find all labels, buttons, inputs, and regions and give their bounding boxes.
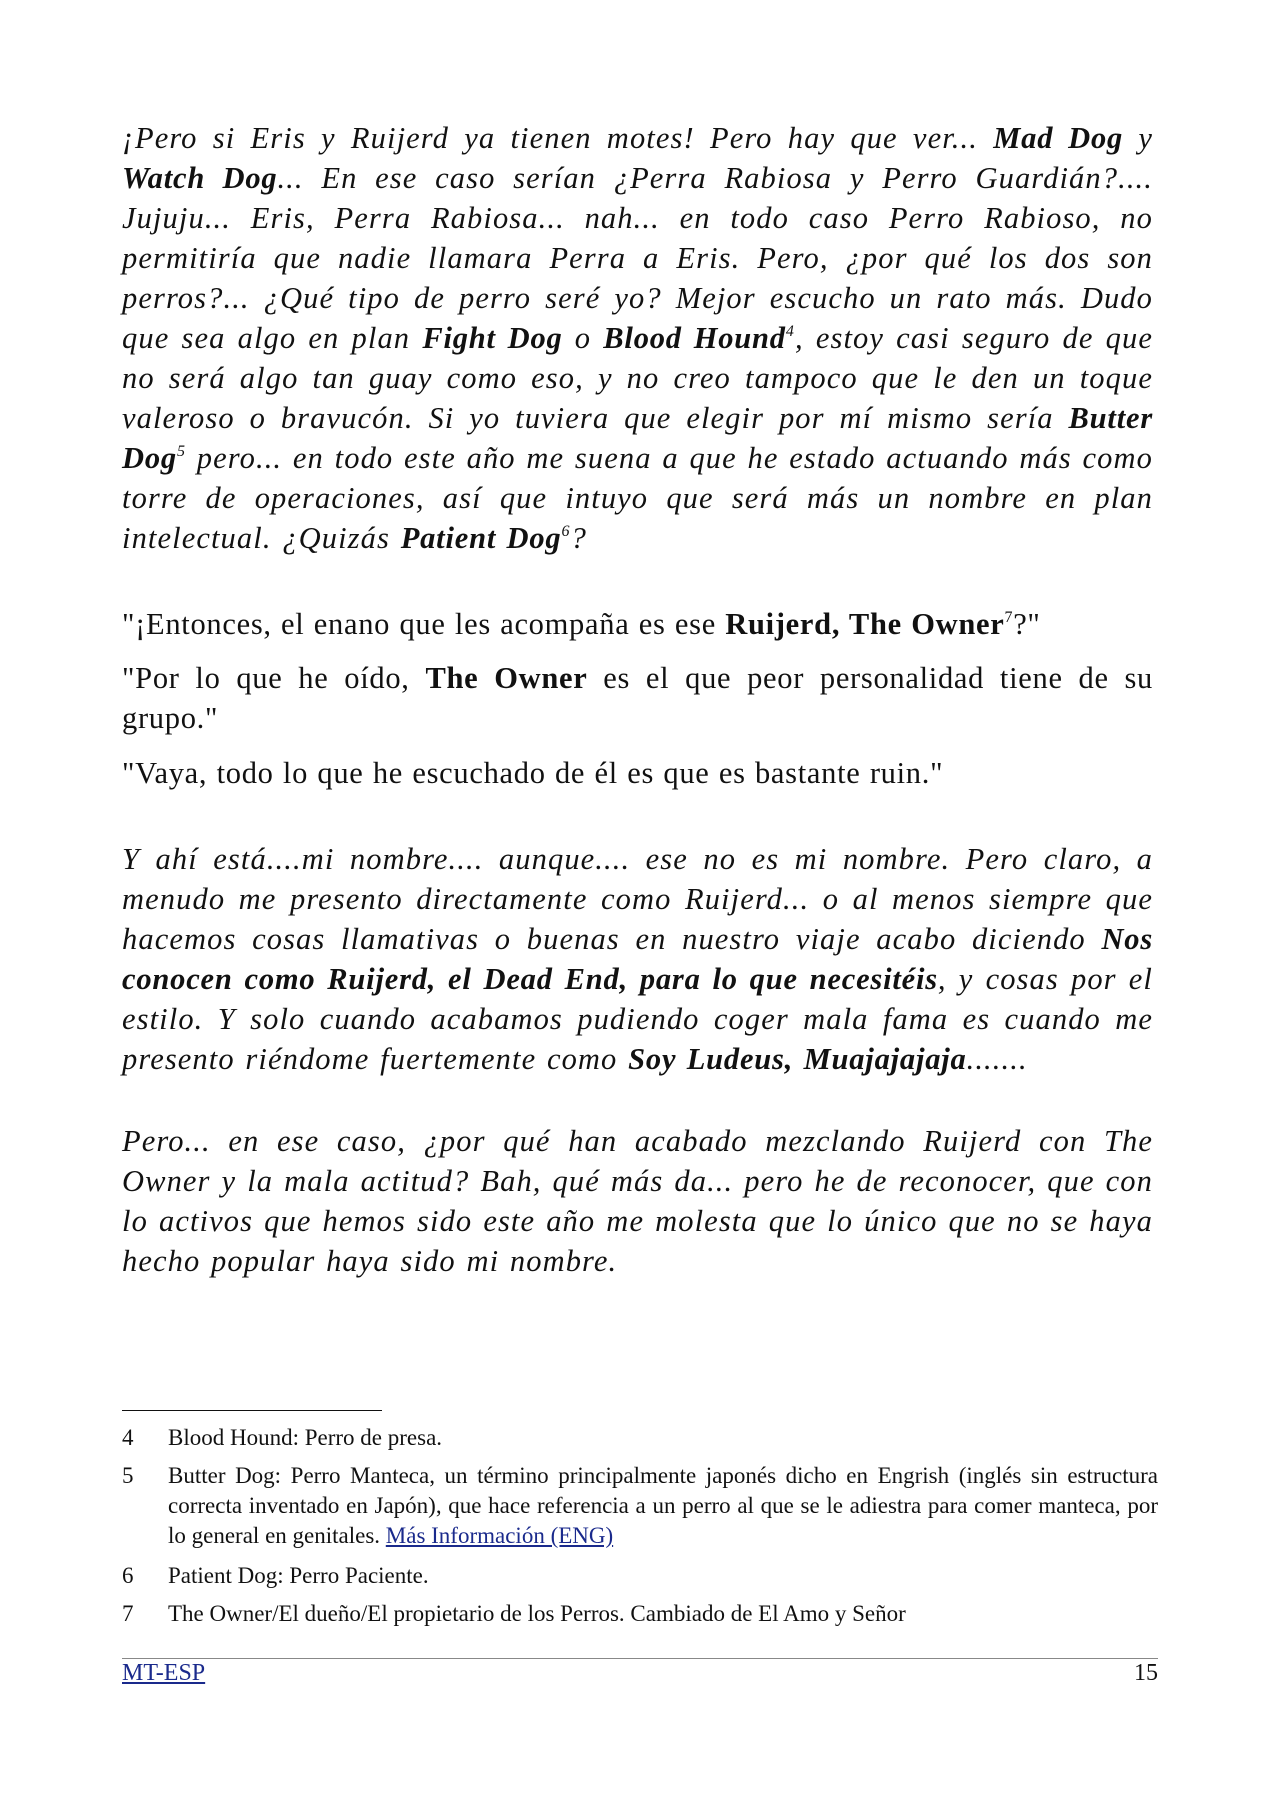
text-run: ... En ese caso serían ¿Perra Rabiosa y Perro Guardián?.... Jujuju... Eris, Perra Rabiosa... nah... en todo caso Perro Rabioso, no permitiría que nadie llamara Perra a Eris. Pero, ¿por qué los dos son perros?... ¿Qué tipo de perro seré yo? Mejor escucho un rato más. Dudo que sea algo en plan <box>122 161 1153 355</box>
footnote-number: 4 <box>122 1425 134 1450</box>
footnote-ref-5[interactable]: 5 <box>176 443 187 460</box>
text-run: "Vaya, todo lo que he escuchado de él es que es bastante ruin." <box>122 756 944 790</box>
footer-source-link[interactable]: MT-ESP <box>122 1660 206 1686</box>
footnote-text: Butter Dog: Perro Manteca, un término principalmente japonés dicho en Engrish (inglés sin estructura correcta inventado en Japón), que hace referencia a un perro al que se le adiestra para comer manteca, por lo general en genitales. <box>168 1463 1158 1548</box>
narration-paragraph-2 <box>122 839 1153 1079</box>
bold-term-blood-hound: Blood Hound <box>603 321 786 355</box>
footnote-number: 5 <box>122 1463 134 1488</box>
bold-term-watch-dog: Watch Dog <box>122 161 278 195</box>
bold-term-ruijerd-the-owner: Ruijerd, The Owner <box>725 607 1005 641</box>
text-run: Y ahí está....mi nombre.... aunque.... ese no es mi nombre. Pero claro, a menudo me presento directamente como Ruijerd... o al menos siempre que hacemos cosas llamativas o buenas en nuestro viaje acabo diciendo <box>122 842 1153 956</box>
footnote-ref-6[interactable]: 6 <box>561 523 571 540</box>
bold-term-butter-dog: Butter Dog <box>122 401 1153 475</box>
footnote-4 <box>122 1423 1158 1453</box>
dialogue-line-2 <box>122 658 1153 738</box>
footnote-text-block <box>168 1461 1158 1551</box>
text-run: y <box>1123 121 1153 155</box>
dialogue-line-1 <box>122 604 1153 644</box>
footnote-6 <box>122 1561 1158 1591</box>
bold-phrase-nos-conocen: Nos conocen como Ruijerd, el Dead End, para lo que necesitéis <box>122 922 1153 996</box>
more-info-link[interactable]: Más Información (ENG) <box>385 1523 614 1548</box>
text-run: "Por lo que he oído, <box>122 661 426 695</box>
text-run: Pero... en ese caso, ¿por qué han acabado mezclando Ruijerd con The Owner y la mala actitud? Bah, qué más da... pero he de reconocer, que con lo activos que hemos sido este año me molesta que lo único que no se haya hecho popular haya sido mi nombre. <box>122 1124 1153 1278</box>
text-run: "¡Entonces, el enano que les acompaña es ese <box>122 607 726 641</box>
bold-phrase-soy-ludeus: Soy Ludeus, Muajajajaja <box>628 1042 967 1076</box>
bold-term-the-owner: The Owner <box>425 661 588 695</box>
text-run: , y cosas por el estilo. Y solo cuando acabamos pudiendo coger mala fama es cuando me presento riéndome fuertemente como <box>122 962 1153 1076</box>
footnote-number: 6 <box>122 1563 134 1588</box>
narration-paragraph-1 <box>122 118 1153 558</box>
footnote-7 <box>122 1599 1158 1629</box>
text-run: ?" <box>1013 607 1041 641</box>
text-run: ? <box>570 521 587 555</box>
narration-paragraph-3 <box>122 1121 1153 1281</box>
text-run: o <box>562 321 604 355</box>
footer-separator <box>122 1658 1158 1659</box>
bold-term-patient-dog: Patient Dog <box>400 521 562 555</box>
footnote-separator <box>122 1410 382 1411</box>
footnote-text: Blood Hound: Perro de presa. <box>168 1425 443 1450</box>
page-number: 15 <box>1134 1660 1158 1686</box>
bold-term-mad-dog: Mad Dog <box>993 121 1124 155</box>
footnote-text: The Owner/El dueño/El propietario de los Perros. Cambiado de El Amo y Señor <box>168 1601 906 1626</box>
text-run: , estoy casi seguro de que no será algo tan guay como eso, y no creo tampoco que le den un toque valeroso o bravucón. Si yo tuviera que elegir por mí mismo sería <box>122 321 1153 435</box>
text-run: pero... en todo este año me suena a que he estado actuando más como torre de operaciones, así que intuyo que será más un nombre en plan intelectual. ¿Quizás <box>122 441 1153 555</box>
footnote-text: Patient Dog: Perro Paciente. <box>168 1563 429 1588</box>
dialogue-line-3 <box>122 753 1153 793</box>
text-run: ....... <box>966 1042 1028 1076</box>
footnote-number: 7 <box>122 1601 134 1626</box>
text-run: es el que peor personalidad tiene de su grupo." <box>122 661 1154 735</box>
text-run: ¡Pero si Eris y Ruijerd ya tienen motes! Pero hay que ver... <box>122 121 994 155</box>
footnote-ref-4[interactable]: 4 <box>785 323 795 340</box>
bold-term-fight-dog: Fight Dog <box>422 321 563 355</box>
footnote-ref-7[interactable]: 7 <box>1004 609 1014 626</box>
footnote-5 <box>122 1461 1158 1551</box>
